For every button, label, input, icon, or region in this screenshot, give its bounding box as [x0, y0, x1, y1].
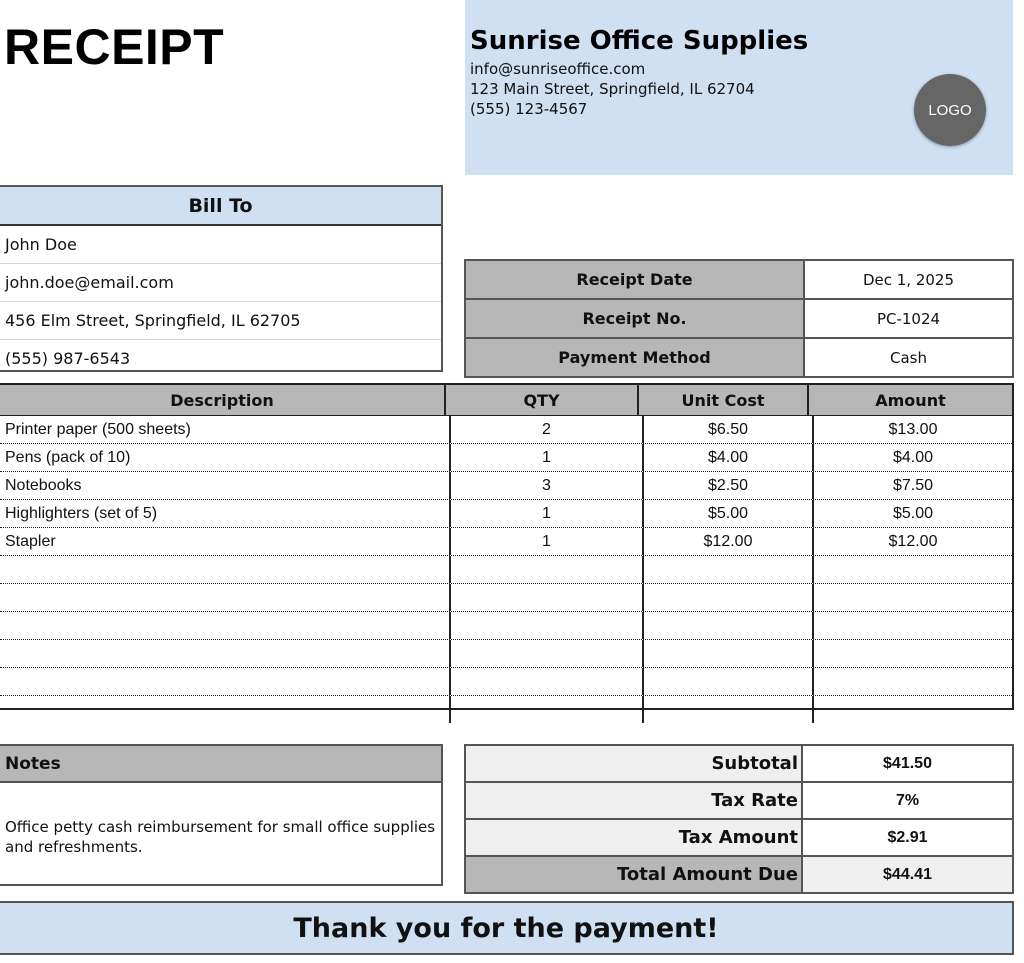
item-amount: $4.00 [892, 448, 934, 466]
item-qty [451, 556, 644, 583]
column-amount: Amount [875, 390, 946, 410]
table-row [0, 472, 1012, 500]
item-unit-cost [644, 640, 814, 667]
item-description: Stapler [0, 528, 451, 555]
notes-heading: Notes [0, 746, 441, 783]
table-row [0, 528, 1012, 556]
item-description [0, 640, 451, 667]
item-qty [451, 584, 644, 611]
receipt-title: RECEIPT [4, 19, 225, 75]
bill-to-address: 456 Elm Street, Springfield, IL 62705 [0, 302, 441, 340]
item-description [0, 612, 451, 639]
total-due-value: $44.41 [803, 857, 1012, 892]
table-row [0, 612, 1012, 640]
item-description [0, 584, 451, 611]
item-qty [451, 668, 644, 695]
subtotal-label: Subtotal [466, 746, 803, 781]
bill-to-email: john.doe@email.com [0, 264, 441, 302]
line-items-header [0, 385, 1012, 416]
item-qty [451, 612, 644, 639]
item-description [0, 668, 451, 695]
item-qty: 1 [451, 528, 644, 555]
item-amount: $5.00 [892, 504, 934, 522]
item-unit-cost: $6.50 [644, 416, 814, 443]
item-unit-cost [644, 612, 814, 639]
item-amount [814, 668, 1012, 695]
bill-to-heading: Bill To [0, 187, 441, 226]
column-description: Description [0, 385, 446, 415]
payment-method-label: Payment Method [466, 339, 805, 376]
column-qty: QTY [446, 385, 639, 415]
item-qty: 2 [451, 416, 644, 443]
total-due-row [466, 857, 1012, 892]
company-name: Sunrise Office Supplies [470, 26, 809, 56]
bill-to-phone: (555) 987-6543 [5, 349, 131, 368]
company-email: info@sunriseoffice.com [470, 60, 646, 78]
tax-amount-label: Tax Amount [466, 820, 803, 855]
item-amount [814, 556, 1012, 583]
table-row [0, 696, 1012, 723]
tax-amount-row [466, 820, 1012, 857]
item-description: Notebooks [0, 472, 451, 499]
item-unit-cost: $5.00 [644, 500, 814, 527]
item-amount: $7.50 [892, 476, 934, 494]
receipt-date-value: Dec 1, 2025 [805, 261, 1012, 298]
item-unit-cost [644, 668, 814, 695]
subtotal-value: $41.50 [883, 754, 932, 772]
total-due-label: Total Amount Due [466, 857, 803, 892]
item-amount [814, 640, 1012, 667]
item-unit-cost: $4.00 [644, 444, 814, 471]
bill-to-name: John Doe [0, 226, 441, 264]
company-address: 123 Main Street, Springfield, IL 62704 [470, 80, 755, 98]
meta-row-payment [466, 339, 1012, 376]
table-row [0, 500, 1012, 528]
item-qty: 1 [451, 444, 644, 471]
item-amount: $12.00 [888, 532, 938, 550]
line-items-table [0, 383, 1014, 710]
item-unit-cost: $2.50 [644, 472, 814, 499]
item-qty: 3 [451, 472, 644, 499]
item-description: Printer paper (500 sheets) [0, 416, 451, 443]
item-qty [451, 640, 644, 667]
tax-rate-label: Tax Rate [466, 783, 803, 818]
notes-section [0, 744, 443, 886]
line-items-body [0, 416, 1012, 723]
table-row [0, 668, 1012, 696]
receipt-date-label: Receipt Date [466, 261, 805, 298]
item-amount [814, 696, 1012, 723]
payment-method-value: Cash [805, 339, 1012, 376]
column-unit-cost: Unit Cost [639, 385, 809, 415]
table-row [0, 444, 1012, 472]
meta-row-number [466, 300, 1012, 339]
logo-placeholder: LOGO [914, 74, 986, 146]
item-unit-cost [644, 556, 814, 583]
item-description: Pens (pack of 10) [0, 444, 451, 471]
notes-text: Office petty cash reimbursement for small office supplies and refreshments. [5, 818, 436, 856]
item-amount [814, 584, 1012, 611]
item-amount [814, 612, 1012, 639]
table-row [0, 584, 1012, 612]
subtotal-row [466, 746, 1012, 783]
item-description: Highlighters (set of 5) [0, 500, 451, 527]
meta-row-date [466, 261, 1012, 300]
tax-amount-value: $2.91 [887, 828, 928, 846]
tax-rate-value: 7% [895, 791, 920, 809]
item-unit-cost: $12.00 [644, 528, 814, 555]
table-row [0, 416, 1012, 444]
tax-rate-row [466, 783, 1012, 820]
item-amount: $13.00 [888, 420, 938, 438]
item-qty: 1 [451, 500, 644, 527]
receipt-number-label: Receipt No. [466, 300, 805, 337]
receipt-number-value: PC-1024 [805, 300, 1012, 337]
company-phone: (555) 123-4567 [470, 100, 588, 118]
receipt-meta-table [464, 259, 1014, 378]
thank-you-banner: Thank you for the payment! [0, 901, 1014, 955]
item-unit-cost [644, 584, 814, 611]
totals-table [464, 744, 1014, 894]
table-row [0, 556, 1012, 584]
item-qty [451, 696, 644, 723]
item-unit-cost [644, 696, 814, 723]
bill-to-section [0, 185, 443, 372]
table-row [0, 640, 1012, 668]
item-description [0, 556, 451, 583]
item-description [0, 696, 451, 723]
